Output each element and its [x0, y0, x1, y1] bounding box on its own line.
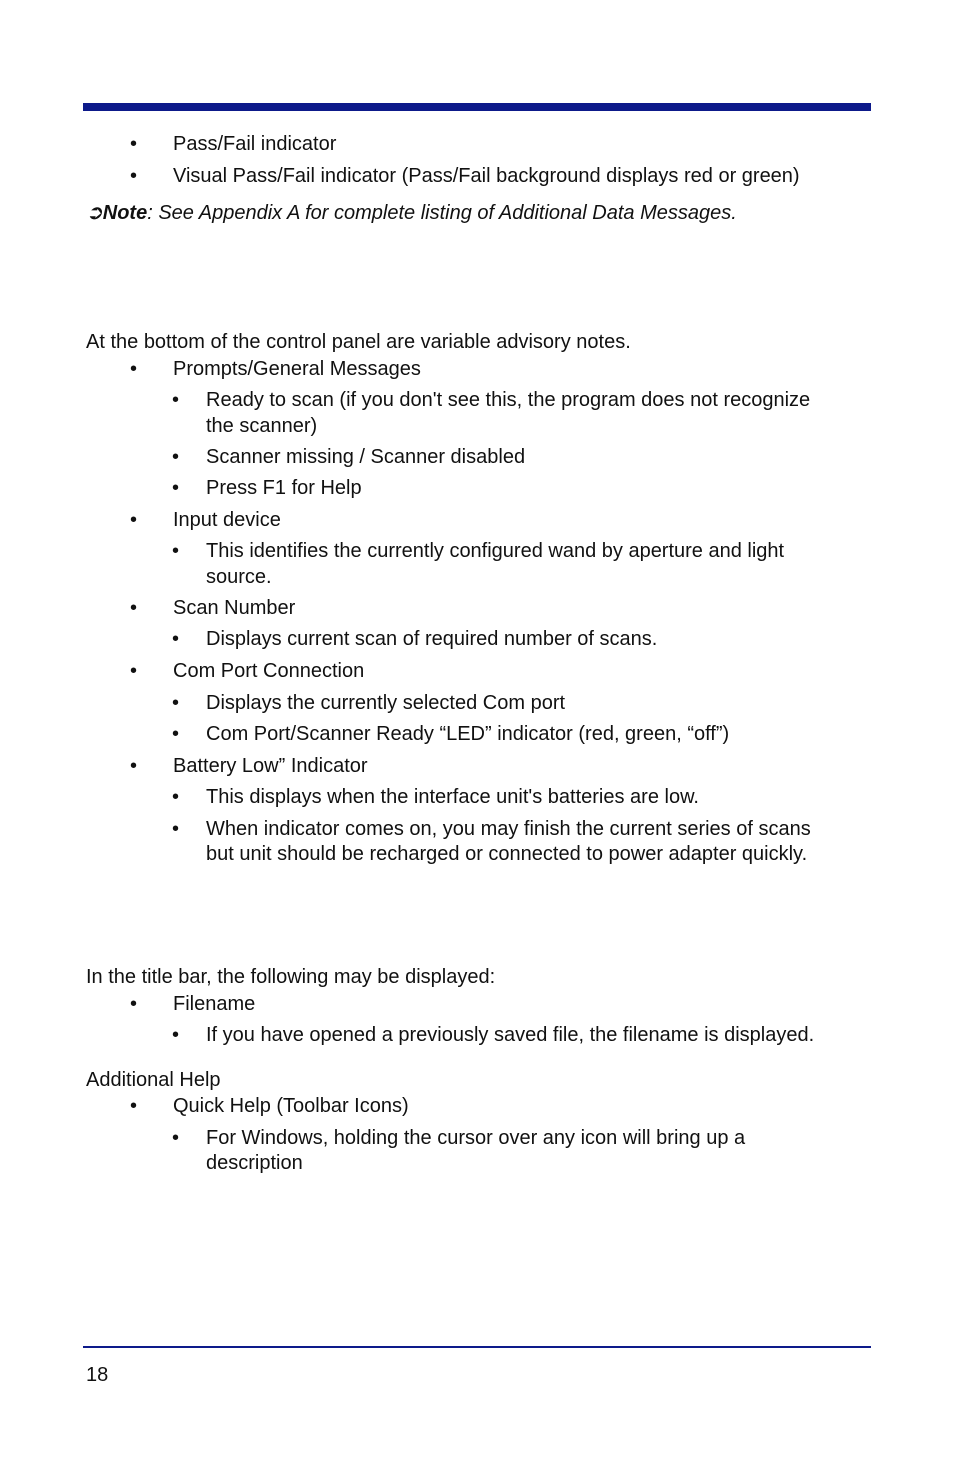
- list-item-pass-fail: Pass/Fail indicator: [173, 133, 337, 155]
- sub-item-filename-displayed: If you have opened a previously saved file, the filename is displayed.: [206, 1024, 815, 1046]
- sub-bullet-dot-icon: •: [172, 446, 180, 468]
- note-label: Note: [102, 202, 148, 224]
- sub-item-led-indicator: Com Port/Scanner Ready “LED” indicator (red, green, “off”): [206, 723, 730, 745]
- list-item-battery-low: Battery Low” Indicator: [173, 755, 368, 777]
- sub-item-tooltip-line1: For Windows, holding the cursor over any icon will bring up a: [206, 1127, 746, 1149]
- sub-bullet-dot-icon: •: [172, 786, 180, 808]
- sub-item-press-f1: Press F1 for Help: [206, 477, 362, 499]
- note-paragraph: [86, 200, 737, 226]
- sub-item-recharge-line1: When indicator comes on, you may finish the current series of scans: [206, 818, 811, 840]
- sub-item-scanner-missing: Scanner missing / Scanner disabled: [206, 446, 526, 468]
- section2-intro: In the title bar, the following may be displayed:: [86, 966, 496, 988]
- sub-item-ready-line2: the scanner): [206, 415, 318, 437]
- list-item-input-device: Input device: [173, 509, 281, 531]
- bullet-dot-icon: •: [130, 993, 138, 1015]
- sub-item-com-port-selected: Displays the currently selected Com port: [206, 692, 566, 714]
- bullet-dot-icon: •: [130, 509, 138, 531]
- sub-bullet-dot-icon: •: [172, 540, 180, 562]
- bullet-dot-icon: •: [130, 660, 138, 682]
- sub-item-wand-line1: This identifies the currently configured wand by aperture and light: [206, 540, 785, 562]
- list-item-prompts: Prompts/General Messages: [173, 358, 421, 380]
- sub-bullet-dot-icon: •: [172, 692, 180, 714]
- sub-bullet-dot-icon: •: [172, 723, 180, 745]
- list-item-quick-help: Quick Help (Toolbar Icons): [173, 1095, 409, 1117]
- note-text: : See Appendix A for complete listing of Additional Data Messages.: [147, 202, 737, 224]
- sub-bullet-dot-icon: •: [172, 628, 180, 650]
- bullet-dot-icon: •: [130, 358, 138, 380]
- sub-bullet-dot-icon: •: [172, 477, 180, 499]
- bullet-dot-icon: •: [130, 165, 138, 187]
- sub-item-recharge-line2: but unit should be recharged or connected to power adapter quickly.: [206, 843, 808, 865]
- sub-item-current-scan: Displays current scan of required number of scans.: [206, 628, 658, 650]
- bullet-dot-icon: •: [130, 133, 138, 155]
- header-rule: [83, 103, 871, 111]
- sub-bullet-dot-icon: •: [172, 1024, 180, 1046]
- sub-bullet-dot-icon: •: [172, 818, 180, 840]
- section1-intro: At the bottom of the control panel are variable advisory notes.: [86, 331, 631, 353]
- page-number: 18: [86, 1364, 109, 1386]
- list-item-scan-number: Scan Number: [173, 597, 296, 619]
- list-item-com-port: Com Port Connection: [173, 660, 365, 682]
- bullet-dot-icon: •: [130, 1095, 138, 1117]
- list-item-filename: Filename: [173, 993, 256, 1015]
- bullet-dot-icon: •: [130, 597, 138, 619]
- list-item-visual-pass-fail: Visual Pass/Fail indicator (Pass/Fail background displays red or green): [173, 165, 800, 187]
- section3-heading: Additional Help: [86, 1069, 221, 1091]
- note-arrow-icon: ➲: [86, 202, 103, 224]
- sub-item-tooltip-line2: description: [206, 1152, 303, 1174]
- sub-item-wand-line2: source.: [206, 566, 272, 588]
- footer-rule: [83, 1346, 871, 1348]
- bullet-dot-icon: •: [130, 755, 138, 777]
- sub-bullet-dot-icon: •: [172, 1127, 180, 1149]
- sub-item-ready-line1: Ready to scan (if you don't see this, the program does not recognize: [206, 389, 811, 411]
- sub-bullet-dot-icon: •: [172, 389, 180, 411]
- sub-item-batteries-low: This displays when the interface unit's batteries are low.: [206, 786, 699, 808]
